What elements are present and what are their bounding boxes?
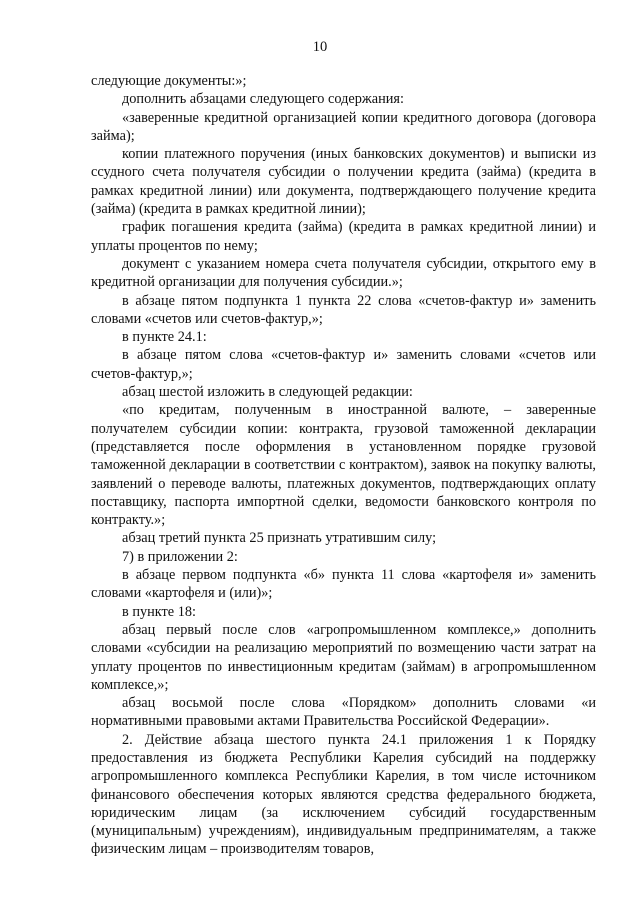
- page-number: 10: [312, 39, 328, 55]
- paragraph: в абзаце пятом слова «счетов-фактур и» заменить словами «счетов или счетов-фактур,»;: [91, 347, 596, 382]
- paragraph: «по кредитам, полученным в иностранной валюте, – заверенные получателем субсидии копии: контракта, грузовой таможенной декларации (представляется после оформления в установленном порядке грузовой таможенной декларации в соответствии с контрактом), заявок на покупку валюты, заявлений о переводе валюты, платежных документов, подтверждающих оплату поставщику, паспорта импортной сделки, ведомости банковского контроля по контракту.»;: [91, 402, 596, 529]
- paragraph: в пункте 18:: [122, 603, 196, 620]
- paragraph: 2. Действие абзаца шестого пункта 24.1 приложения 1 к Порядку предоставления из бюджета Республики Карелия субсидий на поддержку агропромышленного комплекса Республики Карелия, в том числе источником финансового обеспечения которых являются средства федерального бюджета, юридическим лицам (за исключением субсидий государственным (муниципальным) учреждениям), индивидуальным предпринимателям, а также физическим лицам – производителям товаров,: [91, 731, 596, 858]
- paragraph: «заверенные кредитной организацией копии кредитного договора (договора займа);: [91, 109, 596, 144]
- paragraph: дополнить абзацами следующего содержания:: [122, 91, 404, 108]
- paragraph: 7) в приложении 2:: [122, 548, 238, 565]
- paragraph: в пункте 24.1:: [122, 329, 207, 346]
- paragraph: в абзаце пятом подпункта 1 пункта 22 слова «счетов-фактур и» заменить словами «счетов или счетов-фактур,»;: [91, 292, 596, 327]
- document-body: [91, 72, 596, 859]
- paragraph: документ с указанием номера счета получателя субсидии, открытого ему в кредитной организации для получения субсидии.»;: [91, 255, 596, 291]
- paragraph: абзац шестой изложить в следующей редакции:: [122, 384, 413, 401]
- paragraph: абзац третий пункта 25 признать утратившим силу;: [122, 530, 437, 547]
- paragraph: график погашения кредита (займа) (кредита в рамках кредитной линии) и уплаты процентов по нему;: [91, 219, 596, 254]
- paragraph: в абзаце первом подпункта «б» пункта 11 слова «картофеля и» заменить словами «картофеля и (или)»;: [91, 567, 596, 602]
- paragraph: следующие документы:»;: [91, 73, 247, 89]
- paragraph: абзац первый после слов «агропромышленном комплексе,» дополнить словами «субсидии на реализацию мероприятий по возмещению части затрат на уплату процентов по инвестиционным кредитам (займам) в агропромышленном комплексе,»;: [91, 621, 596, 693]
- paragraph: абзац восьмой после слова «Порядком» дополнить словами «и нормативными правовыми актами Правительства Российской Федерации».: [91, 695, 596, 730]
- paragraph: копии платежного поручения (иных банковских документов) и выписки из ссудного счета получателя субсидии о получении кредита (займа) (кредита в рамках кредитной линии) или документа, подтверждающего получение кредита (займа) (кредита в рамках кредитной линии);: [91, 146, 596, 218]
